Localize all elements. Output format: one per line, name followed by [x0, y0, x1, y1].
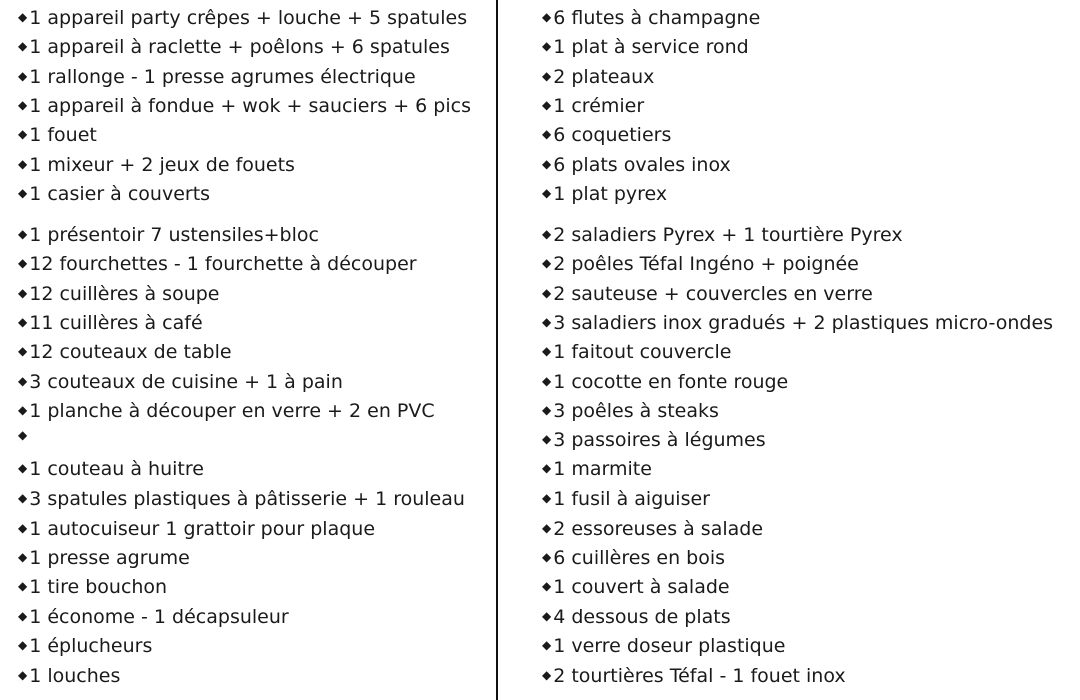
item-text: 1 appareil à raclette + poêlons + 6 spatules: [29, 36, 450, 58]
item-text: 3 couteaux de cuisine + 1 à pain: [29, 371, 343, 393]
left-list-item: [18, 152, 295, 176]
item-text: 1 planche à découper en verre + 2 en PVC: [29, 400, 435, 422]
left-list-item: [18, 574, 167, 598]
bullet-icon: ◆: [18, 638, 28, 652]
bullet-icon: ◆: [18, 256, 28, 270]
bullet-icon: ◆: [18, 186, 28, 200]
bullet-icon: ◆: [18, 10, 28, 24]
bullet-icon: ◆: [18, 344, 28, 358]
bullet-icon: ◆: [542, 491, 552, 505]
bullet-icon: ◆: [18, 491, 28, 505]
right-list-item: [542, 339, 731, 363]
left-list-item: [18, 93, 471, 117]
bullet-icon: ◆: [18, 374, 28, 388]
left-list-item: [18, 122, 97, 146]
left-list-item: [18, 516, 375, 540]
item-text: 1 mixeur + 2 jeux de fouets: [29, 154, 295, 176]
bullet-icon: ◆: [542, 403, 552, 417]
item-text: 1 casier à couverts: [29, 183, 211, 205]
right-list-item: [542, 398, 719, 422]
left-list-item: [18, 369, 343, 393]
bullet-icon: ◆: [18, 403, 28, 417]
left-list-item: [18, 486, 465, 510]
item-text: 1 rallonge - 1 presse agrumes électrique: [29, 66, 416, 88]
bullet-icon: ◆: [542, 315, 552, 329]
item-text: 1 plat pyrex: [553, 183, 668, 205]
left-list-item: [18, 604, 289, 628]
column-divider: [496, 0, 498, 700]
item-text: 3 poêles à steaks: [553, 400, 719, 422]
right-list-item: [542, 369, 788, 393]
right-list-item: [542, 5, 760, 29]
left-list-item: [18, 456, 204, 480]
right-list-item: [542, 663, 846, 687]
bullet-icon: ◆: [542, 638, 552, 652]
left-list-item: [18, 663, 120, 687]
left-list-item: [18, 423, 29, 447]
right-list-item: [542, 604, 731, 628]
item-text: 1 couvert à salade: [553, 576, 730, 598]
left-list-item: [18, 310, 203, 334]
bullet-icon: ◆: [18, 668, 28, 682]
item-text: 2 saladiers Pyrex + 1 tourtière Pyrex: [553, 224, 903, 246]
right-list-item: [542, 122, 671, 146]
bullet-icon: ◆: [542, 579, 552, 593]
left-list-item: [18, 398, 435, 422]
item-text: 11 cuillères à café: [29, 312, 203, 334]
item-text: 1 autocuiseur 1 grattoir pour plaque: [29, 518, 376, 540]
item-text: 12 cuillères à soupe: [29, 283, 220, 305]
left-list-item: [18, 251, 417, 275]
bullet-icon: ◆: [18, 127, 28, 141]
left-list-item: [18, 181, 210, 205]
left-list-item: [18, 5, 467, 29]
right-list-item: [542, 427, 766, 451]
bullet-icon: ◆: [18, 157, 28, 171]
bullet-icon: ◆: [542, 39, 552, 53]
bullet-icon: ◆: [18, 609, 28, 623]
item-text: 4 dessous de plats: [553, 606, 731, 628]
item-text: 2 essoreuses à salade: [553, 518, 764, 540]
left-list-item: [18, 34, 450, 58]
item-text: 12 couteaux de table: [29, 341, 232, 363]
right-list-item: [542, 310, 1053, 334]
bullet-icon: ◆: [18, 227, 28, 241]
bullet-icon: ◆: [542, 432, 552, 446]
item-text: 1 fouet: [29, 124, 97, 146]
bullet-icon: ◆: [542, 157, 552, 171]
right-list-item: [542, 516, 763, 540]
item-text: 1 appareil à fondue + wok + sauciers + 6 pics: [29, 95, 471, 117]
bullet-icon: ◆: [18, 461, 28, 475]
item-text: 6 cuillères en bois: [553, 547, 726, 569]
right-list-item: [542, 281, 873, 305]
right-list-item: [542, 545, 725, 569]
bullet-icon: ◆: [18, 428, 28, 442]
item-text: 2 plateaux: [553, 66, 655, 88]
item-text: 6 plats ovales inox: [553, 154, 731, 176]
bullet-icon: ◆: [542, 668, 552, 682]
right-list-item: [542, 251, 859, 275]
bullet-icon: ◆: [18, 69, 28, 83]
left-list-item: [18, 339, 232, 363]
bullet-icon: ◆: [542, 186, 552, 200]
right-list-item: [542, 181, 667, 205]
left-list-item: [18, 545, 190, 569]
item-text: 3 saladiers inox gradués + 2 plastiques micro-ondes: [553, 312, 1054, 334]
bullet-icon: ◆: [542, 461, 552, 475]
item-text: 1 tire bouchon: [29, 576, 168, 598]
item-text: 1 cocotte en fonte rouge: [553, 371, 789, 393]
bullet-icon: ◆: [18, 521, 28, 535]
right-list-item: [542, 222, 903, 246]
item-text: 3 spatules plastiques à pâtisserie + 1 rouleau: [29, 488, 465, 510]
item-text: 1 presse agrume: [29, 547, 190, 569]
item-text: 1 économe - 1 décapsuleur: [29, 606, 289, 628]
item-text: 1 plat à service rond: [553, 36, 749, 58]
bullet-icon: ◆: [542, 550, 552, 564]
item-text: 1 couteau à huitre: [29, 458, 204, 480]
item-text: 2 poêles Téfal Ingéno + poignée: [553, 253, 859, 275]
right-list-item: [542, 486, 710, 510]
item-text: 12 fourchettes - 1 fourchette à découper: [29, 253, 417, 275]
right-list-item: [542, 93, 644, 117]
item-text: 1 appareil party crêpes + louche + 5 spatules: [29, 7, 468, 29]
bullet-icon: ◆: [542, 286, 552, 300]
bullet-icon: ◆: [542, 98, 552, 112]
right-list-item: [542, 64, 654, 88]
item-text: 1 faitout couvercle: [553, 341, 732, 363]
item-text: 6 flutes à champagne: [553, 7, 761, 29]
item-text: 1 fusil à aiguiser: [553, 488, 710, 510]
bullet-icon: ◆: [18, 286, 28, 300]
bullet-icon: ◆: [18, 98, 28, 112]
item-text: 2 sauteuse + couvercles en verre: [553, 283, 873, 305]
bullet-icon: ◆: [542, 609, 552, 623]
item-text: 1 verre doseur plastique: [553, 635, 786, 657]
bullet-icon: ◆: [18, 550, 28, 564]
item-text: 6 coquetiers: [553, 124, 672, 146]
right-list-item: [542, 34, 749, 58]
item-text: 1 crémier: [553, 95, 645, 117]
bullet-icon: ◆: [542, 127, 552, 141]
bullet-icon: ◆: [18, 315, 28, 329]
bullet-icon: ◆: [542, 521, 552, 535]
bullet-icon: ◆: [542, 10, 552, 24]
bullet-icon: ◆: [542, 256, 552, 270]
item-text: 1 louches: [29, 665, 121, 687]
item-text: 1 marmite: [553, 458, 652, 480]
item-text: 1 présentoir 7 ustensiles+bloc: [29, 224, 319, 246]
bullet-icon: ◆: [542, 69, 552, 83]
bullet-icon: ◆: [18, 39, 28, 53]
bullet-icon: ◆: [542, 374, 552, 388]
bullet-icon: ◆: [542, 227, 552, 241]
left-list-item: [18, 633, 152, 657]
right-list-item: [542, 633, 785, 657]
left-list-item: [18, 64, 416, 88]
bullet-icon: ◆: [542, 344, 552, 358]
left-list-item: [18, 222, 319, 246]
item-text: 1 éplucheurs: [29, 635, 153, 657]
bullet-icon: ◆: [18, 579, 28, 593]
right-list-item: [542, 456, 652, 480]
right-list-item: [542, 574, 730, 598]
item-text: 3 passoires à légumes: [553, 429, 766, 451]
item-text: 2 tourtières Téfal - 1 fouet inox: [553, 665, 846, 687]
right-list-item: [542, 152, 731, 176]
left-list-item: [18, 281, 220, 305]
